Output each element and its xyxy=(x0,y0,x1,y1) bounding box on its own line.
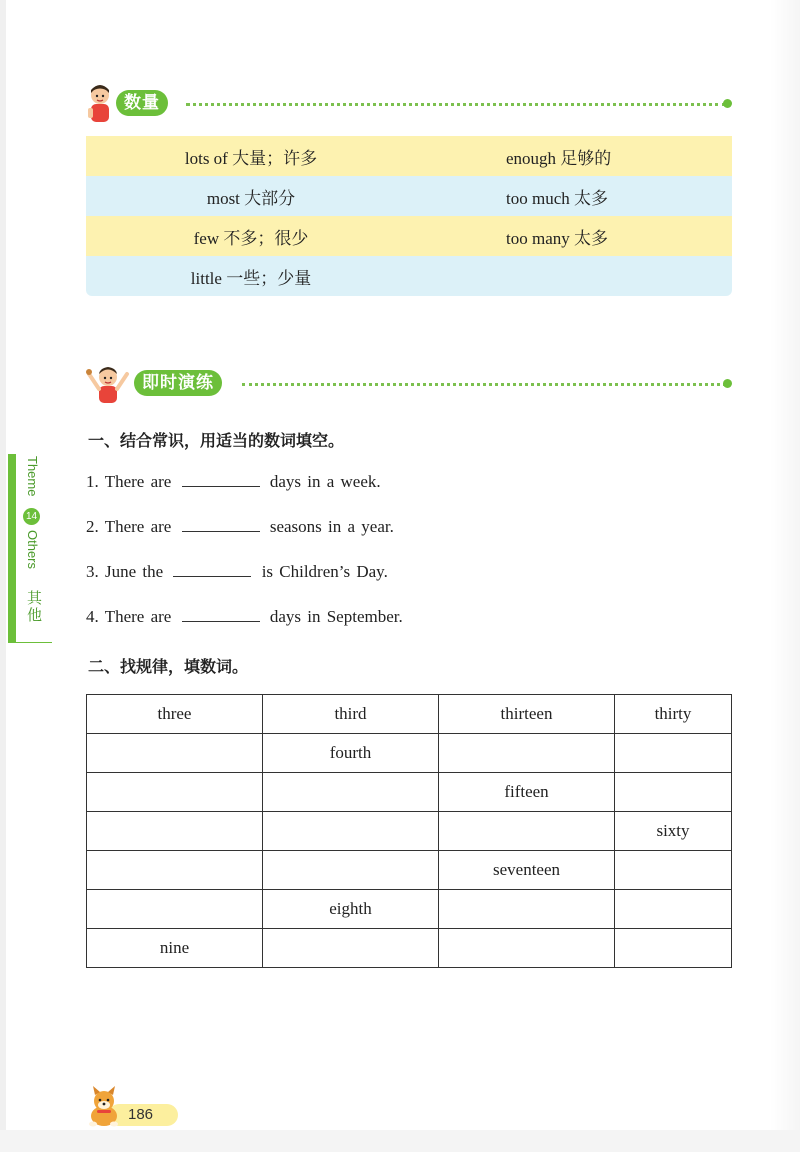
chapter-side-tab xyxy=(0,446,52,646)
table-cell[interactable] xyxy=(87,890,263,929)
vocab-row xyxy=(86,136,732,176)
table-cell: sixty xyxy=(615,812,732,851)
vocab-term: too many 太多 xyxy=(506,228,608,248)
table-cell: third xyxy=(263,695,439,734)
vocab-term: few 不多；很少 xyxy=(193,228,309,248)
table-cell[interactable] xyxy=(87,773,263,812)
vocab-term: most 大部分 xyxy=(206,188,296,208)
table-row xyxy=(87,851,732,890)
table-cell: thirteen xyxy=(439,695,615,734)
divider-end-dot xyxy=(723,99,732,108)
question-text-before: There are xyxy=(104,517,172,536)
answer-blank[interactable] xyxy=(182,607,260,622)
table-cell[interactable] xyxy=(439,890,615,929)
question-number: 1. xyxy=(86,472,99,491)
question-text-after: seasons in a year. xyxy=(269,517,394,536)
vocab-row xyxy=(86,256,732,296)
divider-end-dot xyxy=(723,379,732,388)
dog-mascot-icon xyxy=(84,1086,128,1128)
number-pattern-table xyxy=(86,694,732,968)
table-row xyxy=(87,695,732,734)
table-cell[interactable] xyxy=(615,929,732,968)
side-tab-bar xyxy=(8,454,16,642)
table-cell[interactable] xyxy=(439,929,615,968)
table-cell[interactable] xyxy=(87,734,263,773)
table-cell: three xyxy=(87,695,263,734)
part1-title: 一、结合常识，用适当的数词填空。 xyxy=(88,431,345,450)
table-row xyxy=(87,734,732,773)
question-1 xyxy=(86,472,381,492)
question-2 xyxy=(86,517,394,537)
table-cell: seventeen xyxy=(439,851,615,890)
table-cell[interactable] xyxy=(87,851,263,890)
page-edge-right xyxy=(770,0,800,1152)
side-tab-others: Others xyxy=(25,530,40,570)
table-cell[interactable] xyxy=(263,851,439,890)
question-number: 3. xyxy=(86,562,99,581)
side-tab-theme: Theme xyxy=(25,456,40,497)
table-cell: fifteen xyxy=(439,773,615,812)
question-text-after: days in a week. xyxy=(269,472,381,491)
question-text-before: There are xyxy=(104,472,172,491)
table-cell[interactable] xyxy=(615,851,732,890)
table-row xyxy=(87,890,732,929)
vocab-table xyxy=(86,136,732,296)
table-cell: thirty xyxy=(615,695,732,734)
page-edge-bottom xyxy=(0,1130,800,1152)
table-cell[interactable] xyxy=(263,773,439,812)
part2-title: 二、找规律，填数词。 xyxy=(88,657,249,676)
answer-blank[interactable] xyxy=(182,472,260,487)
vocab-term: too much 太多 xyxy=(506,188,608,208)
vocab-row xyxy=(86,176,732,216)
answer-blank[interactable] xyxy=(182,517,260,532)
question-number: 4. xyxy=(86,607,99,626)
side-tab-number-badge: 14 xyxy=(23,508,40,525)
table-row xyxy=(87,812,732,851)
page-number: 186 xyxy=(128,1106,154,1123)
table-cell: fourth xyxy=(263,734,439,773)
boy-cheering-icon xyxy=(86,364,134,404)
side-tab-chinese: 其他 xyxy=(25,590,43,624)
dotted-divider xyxy=(186,103,726,106)
table-cell[interactable] xyxy=(615,773,732,812)
question-text-after: days in September. xyxy=(269,607,403,626)
question-text-before: June the xyxy=(105,562,164,581)
vocab-term: enough 足够的 xyxy=(506,148,612,168)
question-number: 2. xyxy=(86,517,99,536)
section-header-quantity xyxy=(86,84,732,124)
table-cell[interactable] xyxy=(615,734,732,773)
section-title-pill: 即时演练 xyxy=(134,370,222,396)
table-cell[interactable] xyxy=(263,929,439,968)
question-3 xyxy=(86,562,388,582)
table-cell[interactable] xyxy=(439,734,615,773)
table-cell[interactable] xyxy=(615,890,732,929)
question-4 xyxy=(86,607,403,627)
table-row xyxy=(87,929,732,968)
section-header-practice xyxy=(86,364,732,404)
question-text-before: There are xyxy=(104,607,172,626)
vocab-row xyxy=(86,216,732,256)
page-footer xyxy=(84,1086,184,1126)
boy-mascot-icon xyxy=(86,84,116,124)
section-title-pill: 数量 xyxy=(116,90,168,116)
side-tab-underline xyxy=(8,642,52,643)
table-cell[interactable] xyxy=(87,812,263,851)
table-cell: nine xyxy=(87,929,263,968)
dotted-divider xyxy=(242,383,726,386)
answer-blank[interactable] xyxy=(173,562,251,577)
table-cell: eighth xyxy=(263,890,439,929)
table-cell[interactable] xyxy=(263,812,439,851)
table-row xyxy=(87,773,732,812)
question-text-after: is Children’s Day. xyxy=(261,562,388,581)
table-cell[interactable] xyxy=(439,812,615,851)
vocab-term: little 一些；少量 xyxy=(190,268,312,288)
vocab-term: lots of 大量；许多 xyxy=(184,148,318,168)
